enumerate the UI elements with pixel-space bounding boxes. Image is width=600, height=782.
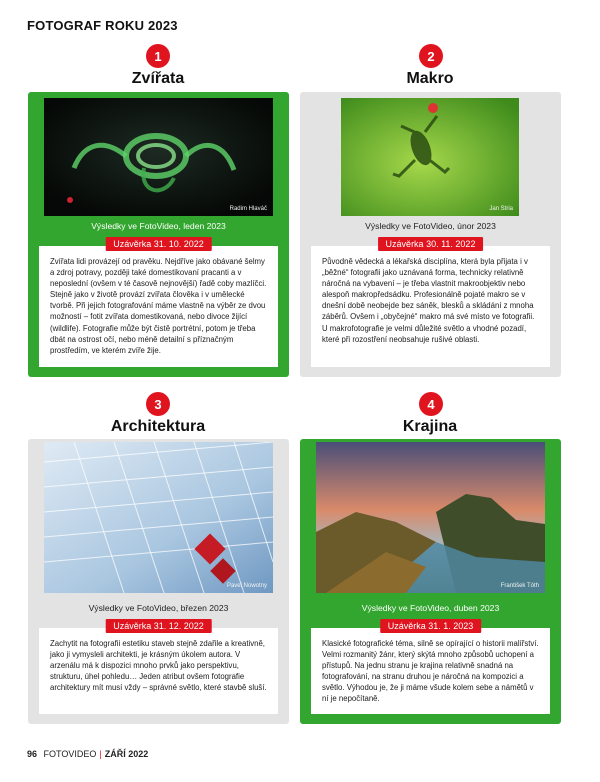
- photo-credit: František Tóth: [500, 583, 539, 589]
- photo-credit: Jan Stria: [489, 206, 513, 212]
- photo-animals: [44, 98, 273, 216]
- page-title: FOTOGRAF ROKU 2023: [27, 18, 178, 33]
- magazine-name: FOTOVIDEO: [43, 749, 97, 759]
- photo-macro: [341, 98, 519, 216]
- page-footer: [27, 749, 148, 759]
- photo-credit: Radim Hlaváč: [229, 206, 267, 212]
- deadline-badge: Uzávěrka 31. 1. 2023: [380, 619, 482, 633]
- category-title: Architektura: [110, 418, 206, 435]
- category-number-badge: 1: [146, 44, 170, 68]
- category-title: Zvířata: [131, 70, 185, 87]
- category-card-macro: [300, 92, 561, 377]
- category-number-badge: 2: [419, 44, 443, 68]
- snake-photo-icon: [44, 98, 273, 216]
- photo-credit: Pavel Nowotny: [226, 583, 267, 589]
- category-description: Klasické fotografické téma, silně se opírající o historii malířství. Velmi rozmanitý žánr, který skýtá mnoho způsobů uchopení a přístupů. Na jednu stranu je krajina relativně snadná na fotografování, na stranu druhou je náročná na kompozici a světlo. Výhodou je, že ji máme všude kolem sebe a námětů v ní je nepočítaně.: [311, 628, 550, 714]
- category-description: Zvířata lidi provázejí od pravěku. Nejdříve jako obávané šelmy a zdroj potravy, později také domestikovaní pracanti a v neposlední (ovšem v té časově nejnovější) řadě coby mazlíčci. Stejně jako v životě provází zvířata člověka i v umělecké tvorbě. Při jejich fotografování máme vlastně na výběr ze dvou možností – fotit zvířata domestikovaná, nebo divoce žijící (wildlife). Fotografie může být čistě portrétní, potom je třeba dbát na ostrost očí, nebo méně detailní s příznačným prostředím, ve kterém zvíře žije.: [39, 246, 278, 367]
- issue-label: ZÁŘÍ 2022: [104, 749, 149, 759]
- category-card-animals: [28, 92, 289, 377]
- architecture-photo-icon: [44, 442, 273, 593]
- category-description: Zachytit na fotografii estetiku staveb stejně zdařile a kreativně, jako ji vymysleli architekti, je krásným úkolem autora. V arzenálu má k dispozici mnoho prvků jako perspektivu, strukturu, úhel pohledu… Jeden atribut ovšem fotografie architektury mít musí vždy – správné světlo, které stavbě sluší.: [39, 628, 278, 714]
- deadline-badge: Uzávěrka 30. 11. 2022: [378, 237, 484, 251]
- deadline-badge: Uzávěrka 31. 12. 2022: [105, 619, 212, 633]
- category-title: Makro: [406, 70, 454, 87]
- frog-photo-icon: [341, 98, 519, 216]
- results-info: Výsledky ve FotoVideo, březen 2023: [88, 603, 229, 613]
- page-number: 96: [27, 749, 38, 759]
- category-description: Původně vědecká a lékařská disciplína, která byla přijata i v „běžné“ fotografii jako uznávaná forma, technicky relativně náročná na vybavení – je třeba vlastnit makroobjektiv nebo alespoň makropředsádku. Profesionálně pojaté makro se v dnešní době neobejde bez sáněk, blesků a skládání z mnoha záběrů. Ovšem i „obyčejné“ makro má své místo ve fotografii. U makrofotografie je velmi důležité světlo a vhodné pozadí, které při rozostření neobsahuje rušivé oblasti.: [311, 246, 550, 367]
- category-card-landscape: [300, 439, 561, 724]
- results-info: Výsledky ve FotoVideo, duben 2023: [361, 603, 500, 613]
- landscape-photo-icon: [316, 442, 545, 593]
- category-number-badge: 4: [419, 392, 443, 416]
- deadline-badge: Uzávěrka 31. 10. 2022: [105, 237, 212, 251]
- category-card-architecture: [28, 439, 289, 724]
- category-number-badge: 3: [146, 392, 170, 416]
- category-title: Krajina: [402, 418, 458, 435]
- photo-landscape: [316, 442, 545, 593]
- results-info: Výsledky ve FotoVideo, leden 2023: [91, 221, 226, 231]
- footer-separator: |: [99, 749, 102, 759]
- photo-architecture: [44, 442, 273, 593]
- results-info: Výsledky ve FotoVideo, únor 2023: [365, 221, 496, 231]
